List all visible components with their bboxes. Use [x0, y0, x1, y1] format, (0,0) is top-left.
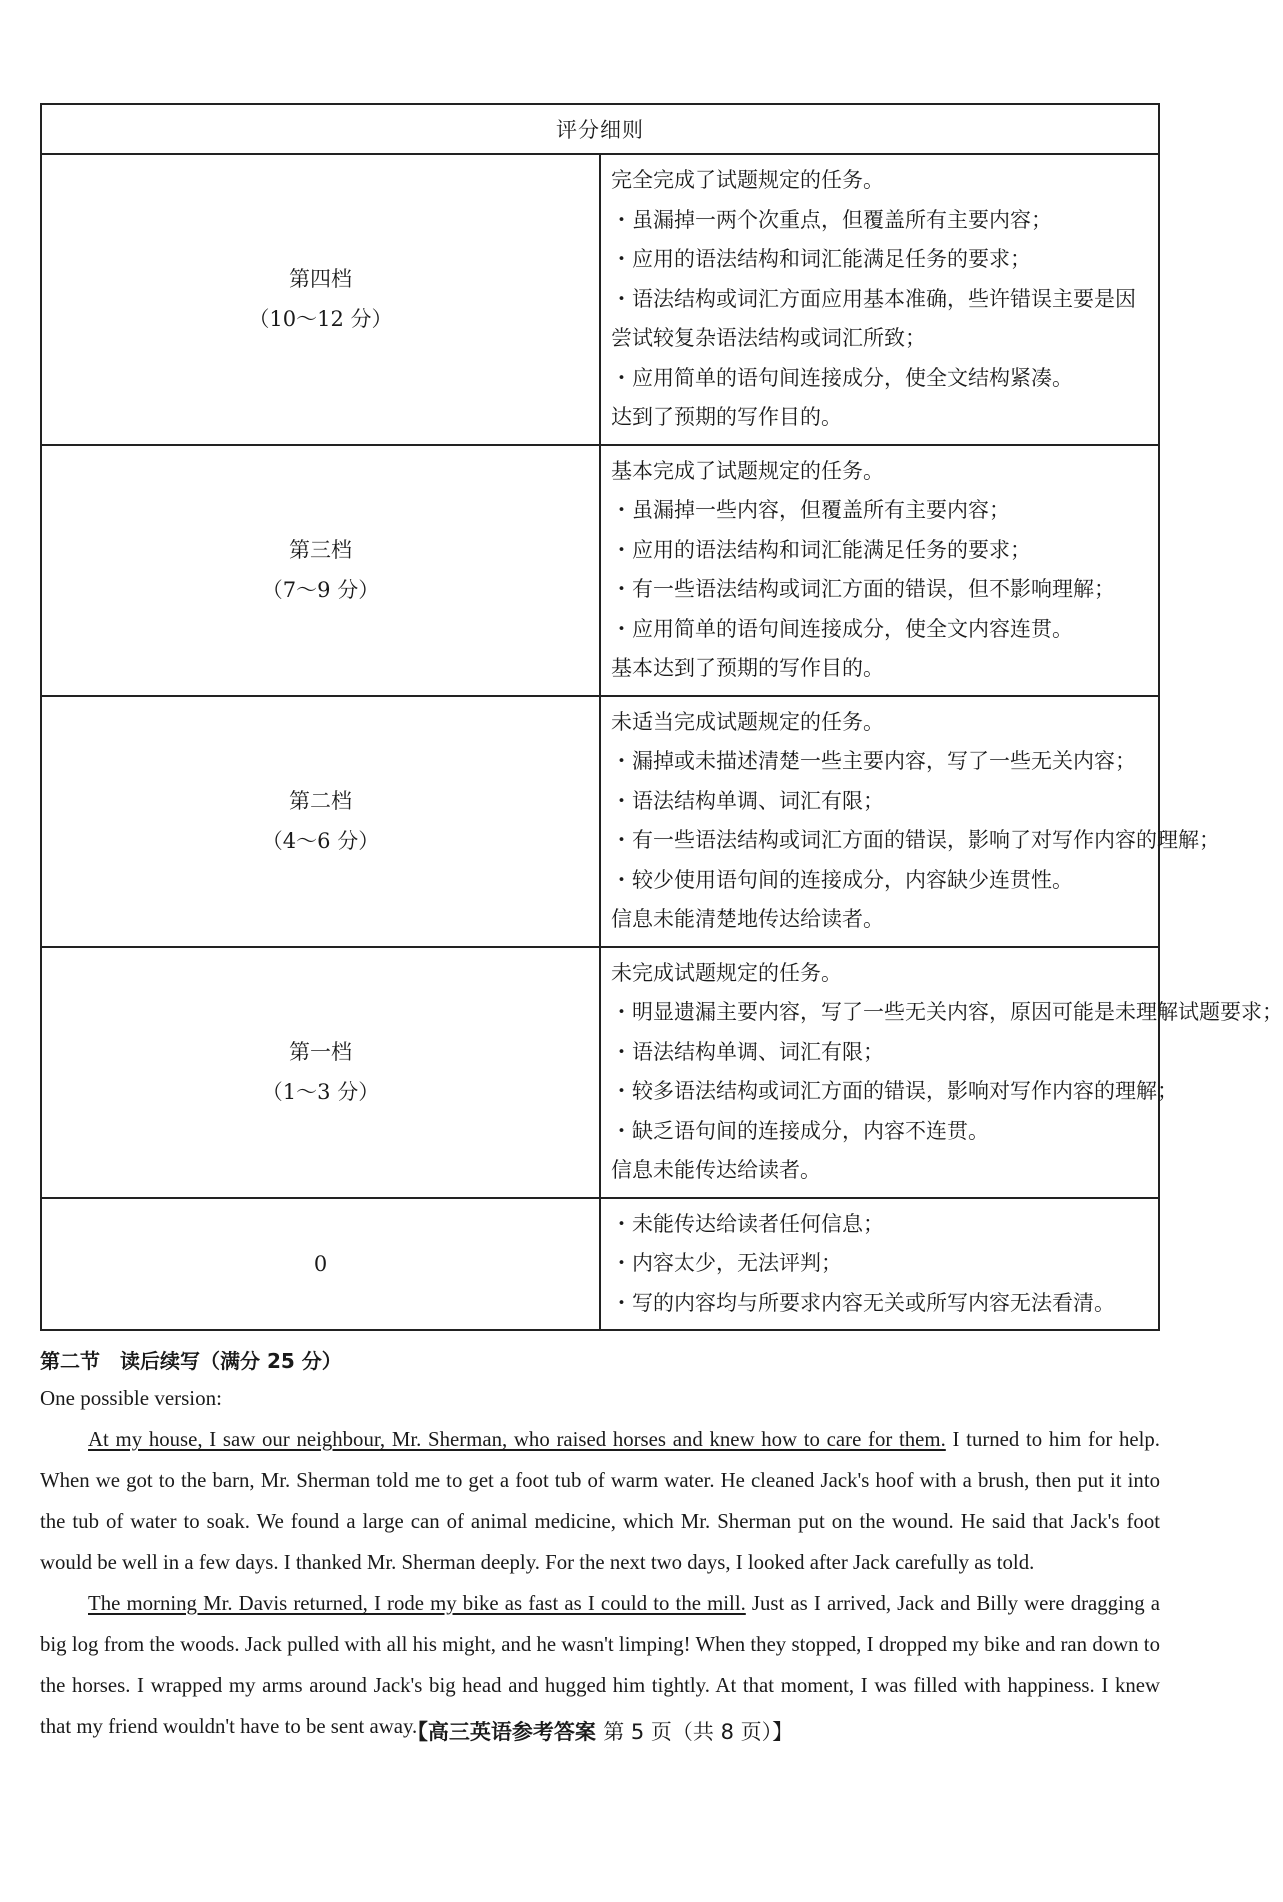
criteria-line: ・缺乏语句间的连接成分，内容不连贯。 — [611, 1118, 989, 1143]
grade-name: 第一档 — [289, 1040, 352, 1064]
criteria-line: ・写的内容均与所要求内容无关或所写内容无法看清。 — [611, 1290, 1115, 1315]
criteria-line: ・内容太少，无法评判； — [611, 1251, 842, 1275]
criteria-line: ・应用简单的语句间连接成分，使全文结构紧凑。 — [611, 365, 1073, 390]
page-footer — [0, 1716, 1200, 1746]
criteria-line: ・虽漏掉一些内容，但覆盖所有主要内容； — [611, 498, 1010, 522]
grade-name: 第二档 — [289, 789, 352, 813]
grade-cell — [41, 947, 600, 1198]
criteria-line: ・语法结构单调、词汇有限； — [611, 788, 884, 813]
criteria-line: 未适当完成试题规定的任务。 — [611, 709, 884, 734]
criteria-cell — [600, 696, 1220, 947]
footer-title: 【高三英语参考答案 — [406, 1720, 596, 1744]
criteria-line: 基本完成了试题规定的任务。 — [611, 458, 884, 483]
underlined-opening-sentence: The morning Mr. Davis returned, I rode my bike as fast as I could to the mill. — [88, 1592, 746, 1615]
criteria-line: 信息未能传达给读者。 — [611, 1158, 821, 1182]
grade-cell — [41, 154, 600, 445]
criteria-line: 未完成试题规定的任务。 — [611, 960, 842, 985]
underlined-opening-sentence: At my house, I saw our neighbour, Mr. Sherman, who raised horses and knew how to care for them. — [88, 1428, 946, 1451]
criteria-line: ・应用的语法结构和词汇能满足任务的要求； — [611, 247, 1031, 271]
rubric-header: 评分细则 — [41, 104, 1159, 154]
criteria-line: ・应用简单的语句间连接成分，使全文内容连贯。 — [611, 616, 1073, 641]
essay-paragraph-1 — [40, 1419, 1160, 1583]
answer-page — [40, 103, 1283, 1747]
criteria-cell — [600, 947, 1283, 1198]
criteria-cell — [600, 154, 1159, 445]
grade-cell — [41, 1198, 600, 1331]
grade-cell — [41, 696, 600, 947]
grade-name: 第四档 — [289, 267, 352, 292]
criteria-cell — [600, 1198, 1159, 1331]
rubric-row-level-2 — [41, 696, 1159, 947]
criteria-line: 基本达到了预期的写作目的。 — [611, 656, 884, 680]
criteria-line: 完全完成了试题规定的任务。 — [611, 168, 884, 192]
rubric-row-level-4 — [41, 154, 1159, 445]
grade-cell — [41, 445, 600, 696]
criteria-line: ・未能传达给读者任何信息； — [611, 1211, 884, 1236]
criteria-line: ・应用的语法结构和词汇能满足任务的要求； — [611, 537, 1031, 562]
criteria-line: ・语法结构或词汇方面应用基本准确，些许错误主要是因尝试较复杂语法结构或词汇所致； — [611, 286, 1136, 350]
grade-range: （10～12 分） — [248, 307, 393, 332]
grade-name: 第三档 — [289, 538, 352, 562]
criteria-line: ・明显遗漏主要内容，写了一些无关内容，原因可能是未理解试题要求； — [611, 1000, 1283, 1024]
criteria-line: ・虽漏掉一两个次重点，但覆盖所有主要内容； — [611, 207, 1052, 232]
rubric-row-level-3 — [41, 445, 1159, 696]
criteria-line: ・有一些语法结构或词汇方面的错误，但不影响理解； — [611, 577, 1115, 601]
criteria-line: ・较少使用语句间的连接成分，内容缺少连贯性。 — [611, 867, 1073, 892]
footer-page-number: 第 5 页（共 8 页）】 — [603, 1720, 794, 1744]
criteria-line: 信息未能清楚地传达给读者。 — [611, 907, 884, 931]
grade-range: （4～6 分） — [261, 829, 380, 853]
version-label: One possible version: — [40, 1386, 222, 1410]
rubric-row-level-1 — [41, 947, 1159, 1198]
criteria-cell — [600, 445, 1159, 696]
rubric-row-level-0 — [41, 1198, 1159, 1331]
paragraph-text: I turned to him for help. When we got to the barn, Mr. Sherman told me to get a foot tub of warm water. He cleaned Jack's hoof with a brush, then put it into the tub of water to soak. We found a large can of animal medicine, which Mr. Sherman put on the wound. He said that Jack's foot would be well in a few days. I thanked Mr. Sherman deeply. For the next two days, I looked after Jack carefully as told. — [40, 1428, 1160, 1574]
criteria-line: ・语法结构单调、词汇有限； — [611, 1039, 884, 1064]
grade-name: 0 — [313, 1251, 328, 1276]
paragraph-text: Just as I arrived, Jack and Billy were dragging a big log from the woods. Jack pulled with all his might, and he wasn't limping! When they stopped, I dropped my bike and ran down to the horses. I wrapped my arms around Jack's big head and hugged him tightly. At that moment, I was filled with happiness. I knew that my friend wouldn't have to be sent away. — [40, 1592, 1160, 1738]
scoring-rubric-table — [40, 103, 1283, 1331]
criteria-line: ・漏掉或未描述清楚一些主要内容，写了一些无关内容； — [611, 749, 1136, 773]
grade-range: （1～3 分） — [261, 1080, 380, 1104]
criteria-line: 达到了预期的写作目的。 — [611, 405, 842, 429]
criteria-line: ・较多语法结构或词汇方面的错误，影响对写作内容的理解； — [611, 1079, 1178, 1103]
section-title: 第二节 读后续写（满分 25 分） — [40, 1349, 342, 1373]
rubric-header-row — [41, 104, 1159, 154]
grade-range: （7～9 分） — [261, 578, 380, 602]
criteria-line: ・有一些语法结构或词汇方面的错误，影响了对写作内容的理解； — [611, 828, 1220, 852]
